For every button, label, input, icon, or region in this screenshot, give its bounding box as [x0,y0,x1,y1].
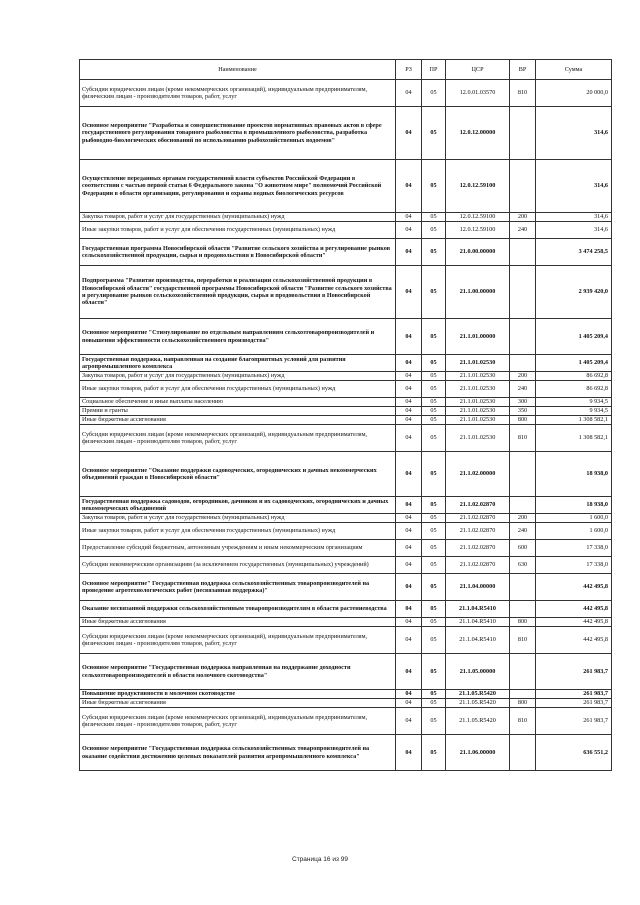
cell-vr: 810 [510,708,536,735]
cell-vr: 630 [510,557,536,574]
table-row [80,557,612,574]
cell-name: Закупка товаров, работ и услуг для государственных (муниципальных) нужд [80,514,396,523]
cell-csr: 21.1.02.00000 [446,452,510,497]
table-row [80,540,612,557]
cell-pr: 05 [422,557,446,574]
cell-rz: 04 [396,452,422,497]
budget-table [79,59,612,771]
cell-sum: 636 551,2 [536,735,612,771]
cell-rz: 04 [396,266,422,319]
cell-name: Иные бюджетные ассигнования [80,699,396,708]
cell-sum: 314,6 [536,160,612,213]
cell-vr [510,107,536,160]
table-row [80,80,612,107]
cell-name: Основное мероприятие "Разработка и совершенствование проектов нормативных правовых актов в сфере государственного регулирования товарного рыболовства в промышленного рыболовства, разработка рыбоводно-биологических обоснований по использованию рыбохозяйственных водоемов" [80,107,396,160]
cell-vr: 240 [510,222,536,239]
cell-rz: 04 [396,372,422,381]
table-row [80,355,612,372]
cell-name: Субсидии юридическим лицам (кроме некоммерческих организаций), индивидуальным предпринимателям, физическим лицам - производителям товаров, работ, услуг [80,425,396,452]
cell-vr: 300 [510,398,536,407]
cell-sum: 1 405 209,4 [536,355,612,372]
cell-rz: 04 [396,540,422,557]
cell-pr: 05 [422,601,446,618]
cell-vr: 200 [510,514,536,523]
cell-vr: 240 [510,523,536,540]
cell-name: Основное мероприятие "Государственная поддержка направленная на поддержание доходности сельхозтоваропроизводителей в области молочного скотоводства" [80,654,396,690]
table-row [80,239,612,266]
cell-pr: 05 [422,80,446,107]
table-row [80,514,612,523]
cell-rz: 04 [396,160,422,213]
cell-csr: 21.1.02.02870 [446,497,510,514]
cell-sum: 9 934,5 [536,398,612,407]
cell-pr: 05 [422,407,446,416]
cell-name: Государственная поддержка садоводов, огородников, дачников и их садоводческих, огороднических и дачных некоммерческих объединений [80,497,396,514]
cell-rz: 04 [396,381,422,398]
cell-name: Государственная поддержка, направленная на создание благоприятных условий для развития агропромышленного комплекса [80,355,396,372]
cell-sum: 9 934,5 [536,407,612,416]
cell-name: Субсидии юридическим лицам (кроме некоммерческих организаций), индивидуальным предпринимателям, физическим лицам - производителям товаров, работ, услуг [80,627,396,654]
cell-pr: 05 [422,540,446,557]
cell-pr: 05 [422,690,446,699]
cell-sum: 314,6 [536,107,612,160]
header-sum: Сумма [536,60,612,80]
cell-pr: 05 [422,574,446,601]
cell-vr: 810 [510,80,536,107]
table-row [80,416,612,425]
table-row [80,425,612,452]
cell-name: Социальное обеспечение и иные выплаты населению [80,398,396,407]
cell-name: Иные бюджетные ассигнования [80,618,396,627]
cell-sum: 1 405 209,4 [536,319,612,355]
cell-name: Иные бюджетные ассигнования [80,416,396,425]
cell-name: Государственная программа Новосибирской области "Развитие сельского хозяйства и регулирование рынков сельскохозяйственной продукции, сырья и продовольствия в Новосибирской области" [80,239,396,266]
cell-csr: 21.1.02.02870 [446,523,510,540]
table-row [80,618,612,627]
cell-csr: 21.1.00.00000 [446,266,510,319]
table-row [80,452,612,497]
header-rz: РЗ [396,60,422,80]
cell-pr: 05 [422,213,446,222]
cell-vr: 200 [510,213,536,222]
cell-rz: 04 [396,514,422,523]
cell-pr: 05 [422,497,446,514]
table-row [80,160,612,213]
cell-csr: 21.1.05.R5420 [446,690,510,699]
cell-csr: 21.1.01.02530 [446,398,510,407]
cell-rz: 04 [396,407,422,416]
cell-rz: 04 [396,708,422,735]
cell-csr: 21.1.01.02530 [446,407,510,416]
cell-rz: 04 [396,80,422,107]
cell-vr [510,601,536,618]
cell-csr: 21.1.05.00000 [446,654,510,690]
cell-name: Закупка товаров, работ и услуг для государственных (муниципальных) нужд [80,213,396,222]
cell-csr: 21.0.00.00000 [446,239,510,266]
cell-csr: 21.1.02.02870 [446,514,510,523]
cell-vr: 800 [510,416,536,425]
cell-pr: 05 [422,355,446,372]
cell-csr: 21.1.06.00000 [446,735,510,771]
cell-name: Повышение продуктивности в молочном скотоводстве [80,690,396,699]
cell-rz: 04 [396,416,422,425]
cell-vr: 240 [510,381,536,398]
cell-pr: 05 [422,266,446,319]
table-row [80,319,612,355]
cell-csr: 21.1.01.02530 [446,381,510,398]
cell-vr: 800 [510,699,536,708]
cell-vr [510,735,536,771]
cell-csr: 21.1.05.R5420 [446,699,510,708]
table-row [80,627,612,654]
cell-rz: 04 [396,654,422,690]
cell-pr: 05 [422,319,446,355]
cell-csr: 21.1.02.02870 [446,540,510,557]
cell-pr: 05 [422,708,446,735]
cell-pr: 05 [422,627,446,654]
cell-name: Иные закупки товаров, работ и услуг для обеспечения государственных (муниципальных) нужд [80,523,396,540]
cell-rz: 04 [396,425,422,452]
cell-pr: 05 [422,222,446,239]
cell-csr: 21.1.01.02530 [446,425,510,452]
table-row [80,654,612,690]
cell-vr [510,160,536,213]
cell-sum: 1 308 582,1 [536,416,612,425]
header-name: Наименование [80,60,396,80]
table-row [80,708,612,735]
cell-rz: 04 [396,497,422,514]
table-row [80,266,612,319]
cell-rz: 04 [396,690,422,699]
cell-name: Премии и гранты [80,407,396,416]
cell-name: Основное мероприятие "Государственная поддержка сельскохозяйственных товаропроизводителей на оказание содействия достижению целевых показателей развития агропромышленного комплекса" [80,735,396,771]
cell-pr: 05 [422,523,446,540]
cell-sum: 18 938,0 [536,497,612,514]
cell-sum: 314,6 [536,213,612,222]
cell-sum: 1 308 582,1 [536,425,612,452]
cell-csr: 12.0.12.59100 [446,213,510,222]
table-row [80,523,612,540]
cell-sum: 261 983,7 [536,708,612,735]
cell-sum: 261 983,7 [536,690,612,699]
cell-name: Предоставление субсидий бюджетным, автономным учреждениям и иным некоммерческим организациям [80,540,396,557]
cell-name: Основное мероприятие" Государственная поддержка сельскохозяйственных товаропроизводителей на проведение агротехнологических работ (несвязанная поддержка)" [80,574,396,601]
table-body [80,80,612,771]
page-number: Страница 16 из 99 [292,856,348,863]
header-pr: ПР [422,60,446,80]
cell-csr: 12.0.12.59100 [446,160,510,213]
cell-rz: 04 [396,557,422,574]
table-row [80,735,612,771]
table-row [80,398,612,407]
table-row [80,107,612,160]
cell-vr: 350 [510,407,536,416]
cell-sum: 1 600,0 [536,523,612,540]
header-vr: ВР [510,60,536,80]
cell-rz: 04 [396,601,422,618]
cell-pr: 05 [422,654,446,690]
cell-name: Оказание несвязанной поддержки сельскохозяйственным товаропроизводителям в области растениеводства [80,601,396,618]
cell-csr: 21.1.04.R5410 [446,627,510,654]
cell-pr: 05 [422,107,446,160]
cell-csr: 12.0.12.59100 [446,222,510,239]
cell-pr: 05 [422,239,446,266]
cell-name: Субсидии некоммерческим организациям (за исключением государственных (муниципальных) учреждений) [80,557,396,574]
table-row [80,372,612,381]
cell-vr: 810 [510,425,536,452]
cell-rz: 04 [396,735,422,771]
cell-sum: 18 938,0 [536,452,612,497]
cell-name: Основное мероприятие "Оказание поддержки садоводческих, огороднических и дачных некоммерческих объединений граждан в Новосибирской области" [80,452,396,497]
cell-csr: 21.1.01.02530 [446,355,510,372]
cell-rz: 04 [396,398,422,407]
cell-name: Осуществление переданных органам государственной власти субъектов Российской Федерации в соответствии с частью первой статьи 6 Федерального закона "О животном мире" полномочий Российской Федерации в области организации, регулирования и охраны водных биологических ресурсов [80,160,396,213]
cell-vr: 200 [510,372,536,381]
cell-sum: 1 600,0 [536,514,612,523]
cell-vr [510,654,536,690]
cell-rz: 04 [396,618,422,627]
cell-vr [510,574,536,601]
cell-rz: 04 [396,355,422,372]
cell-csr: 21.1.04.00000 [446,574,510,601]
cell-sum: 261 983,7 [536,654,612,690]
budget-page [79,59,611,771]
cell-rz: 04 [396,107,422,160]
cell-vr [510,452,536,497]
cell-rz: 04 [396,699,422,708]
cell-csr: 21.1.01.00000 [446,319,510,355]
cell-vr [510,319,536,355]
cell-name: Подпрограмма "Развитие производства, переработки и реализации сельскохозяйственной продукции в Новосибирской области" государственной программы Новосибирской области "Развитие сельского хозяйства и регулирование рынков сельскохозяйственной продукции, сырья и продовольствия в Новосибирской области" [80,266,396,319]
cell-vr [510,690,536,699]
cell-rz: 04 [396,222,422,239]
cell-sum: 17 338,0 [536,540,612,557]
cell-name: Закупка товаров, работ и услуг для государственных (муниципальных) нужд [80,372,396,381]
cell-name: Иные закупки товаров, работ и услуг для обеспечения государственных (муниципальных) нужд [80,222,396,239]
cell-pr: 05 [422,699,446,708]
cell-sum: 86 692,8 [536,372,612,381]
cell-rz: 04 [396,574,422,601]
cell-pr: 05 [422,452,446,497]
cell-pr: 05 [422,416,446,425]
cell-name: Субсидии юридическим лицам (кроме некоммерческих организаций), индивидуальным предпринимателям, физическим лицам - производителям товаров, работ, услуг [80,708,396,735]
table-row [80,407,612,416]
header-csr: ЦСР [446,60,510,80]
cell-csr: 21.1.02.02870 [446,557,510,574]
table-row [80,213,612,222]
cell-sum: 442 495,8 [536,627,612,654]
cell-csr: 21.1.01.02530 [446,372,510,381]
cell-sum: 3 474 258,5 [536,239,612,266]
cell-csr: 21.1.01.02530 [446,416,510,425]
cell-pr: 05 [422,160,446,213]
cell-vr [510,355,536,372]
cell-rz: 04 [396,239,422,266]
cell-vr: 600 [510,540,536,557]
cell-pr: 05 [422,735,446,771]
cell-vr: 810 [510,627,536,654]
cell-rz: 04 [396,319,422,355]
cell-sum: 442 495,8 [536,574,612,601]
cell-rz: 04 [396,523,422,540]
cell-sum: 17 338,0 [536,557,612,574]
cell-csr: 12.0.01.03570 [446,80,510,107]
cell-name: Субсидии юридическим лицам (кроме некоммерческих организаций), индивидуальным предпринимателям, физическим лицам - производителям товаров, работ, услуг [80,80,396,107]
cell-sum: 20 000,0 [536,80,612,107]
cell-sum: 442 495,8 [536,601,612,618]
cell-pr: 05 [422,425,446,452]
cell-sum: 442 495,8 [536,618,612,627]
cell-csr: 21.1.04.R5410 [446,601,510,618]
cell-sum: 314,6 [536,222,612,239]
cell-vr [510,266,536,319]
cell-pr: 05 [422,618,446,627]
cell-rz: 04 [396,213,422,222]
cell-csr: 21.1.05.R5420 [446,708,510,735]
cell-pr: 05 [422,398,446,407]
cell-pr: 05 [422,372,446,381]
cell-name: Иные закупки товаров, работ и услуг для обеспечения государственных (муниципальных) нужд [80,381,396,398]
table-row [80,222,612,239]
cell-vr: 800 [510,618,536,627]
table-row [80,601,612,618]
cell-pr: 05 [422,514,446,523]
cell-pr: 05 [422,381,446,398]
table-header-row [80,60,612,80]
table-row [80,574,612,601]
table-row [80,699,612,708]
cell-rz: 04 [396,627,422,654]
cell-sum: 261 983,7 [536,699,612,708]
table-row [80,497,612,514]
cell-csr: 12.0.12.00000 [446,107,510,160]
cell-csr: 21.1.04.R5410 [446,618,510,627]
table-row [80,381,612,398]
cell-sum: 86 692,8 [536,381,612,398]
cell-vr [510,239,536,266]
cell-name: Основное мероприятие "Стимулирование по отдельным направлениям сельхозтоваропроизводителей и повышения эффективности сельскохозяйственного производства" [80,319,396,355]
cell-vr [510,497,536,514]
cell-sum: 2 939 420,0 [536,266,612,319]
table-row [80,690,612,699]
